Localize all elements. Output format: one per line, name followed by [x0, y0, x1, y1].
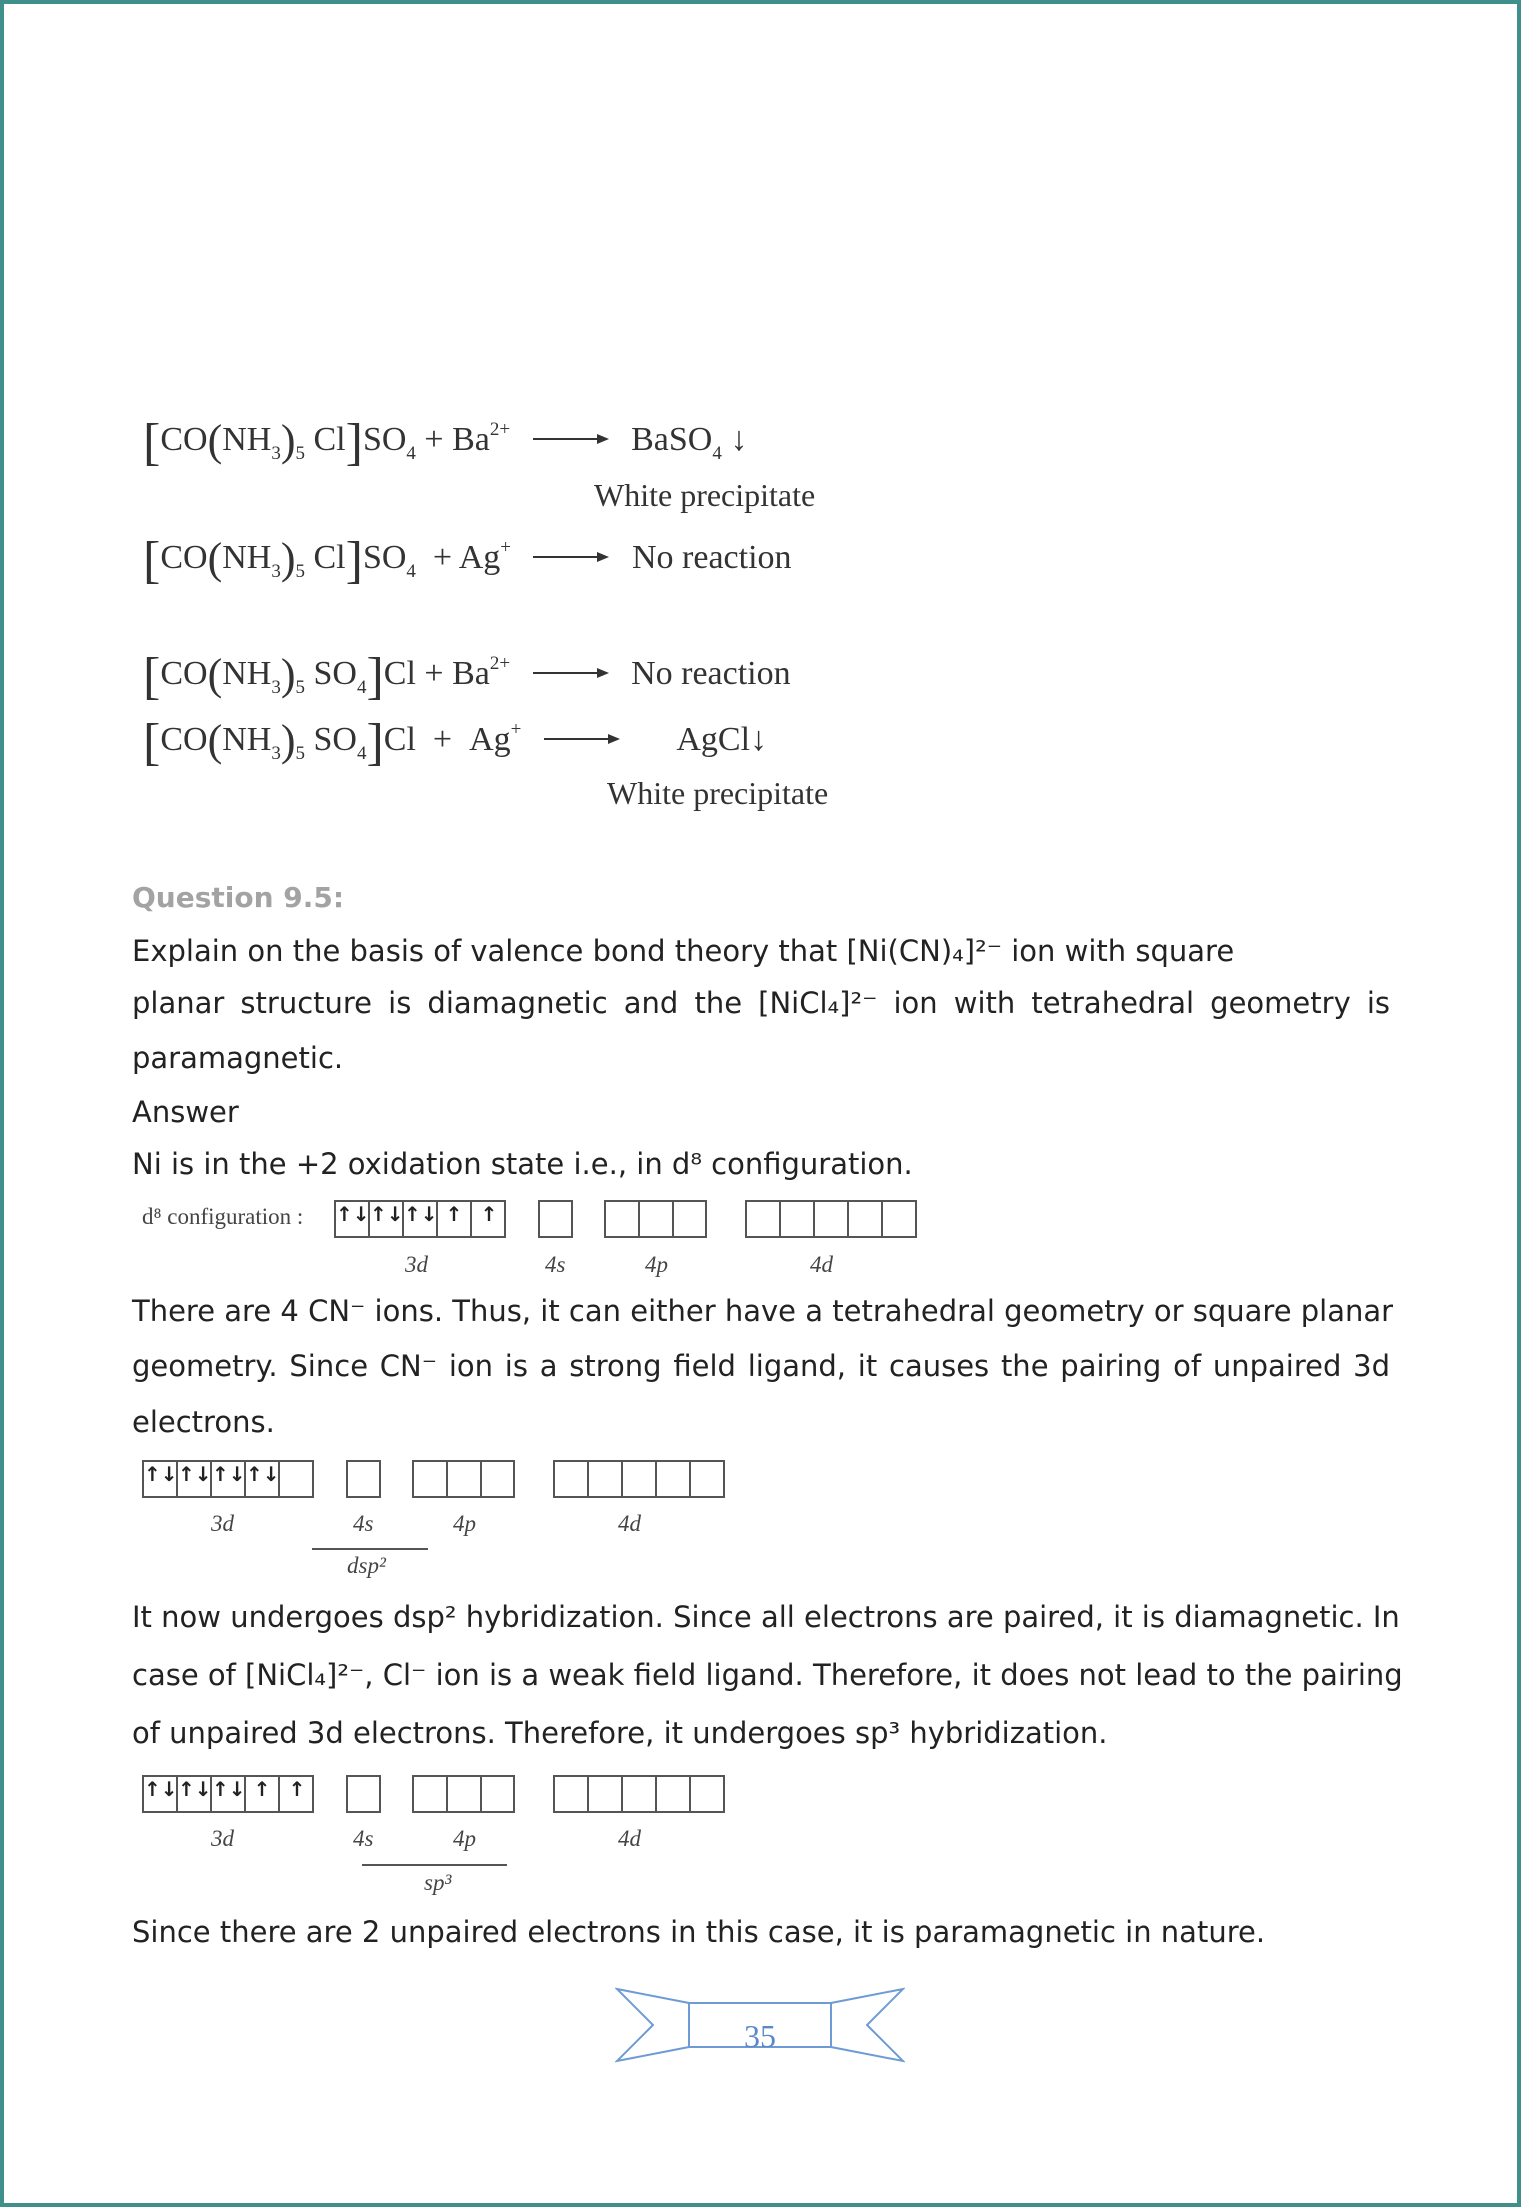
reaction-1: [$CO(NH_3)_5$ $Cl]SO_4 + Ba^{2+}$ BaSO$_4$ ↓	[143, 414, 748, 471]
4s-orbital-box	[346, 1775, 381, 1813]
answer-p2-line-2: geometry. Since CN⁻ ion is a strong field ligand, it causes the pairing of unpaired 3d	[132, 1349, 1390, 1383]
3d-orbital-boxes: ↑↓ ↑↓ ↑↓ ↑ ↑	[334, 1200, 506, 1238]
4s-orbital-box	[346, 1460, 381, 1498]
sp3-brace	[362, 1864, 507, 1866]
question-line-2: planar structure is diamagnetic and the [NiCl₄]²⁻ ion with tetrahedral geometry is	[132, 986, 1390, 1020]
4p-orbital-boxes	[412, 1775, 515, 1813]
answer-p1: Ni is in the +2 oxidation state i.e., in d⁸ configuration.	[132, 1147, 913, 1181]
4s-orbital-box	[538, 1200, 573, 1238]
4d-orbital-boxes	[745, 1200, 917, 1238]
answer-p3-line-1: It now undergoes dsp² hybridization. Since all electrons are paired, it is diamagnetic. In	[132, 1600, 1400, 1634]
reaction-3: [$CO(NH_3)_5$ $SO_4]Cl + Ba^{2+}$ No reaction	[143, 648, 791, 705]
answer-p4: Since there are 2 unpaired electrons in this case, it is paramagnetic in nature.	[132, 1915, 1266, 1949]
question-line-3: paramagnetic.	[132, 1041, 344, 1075]
dsp2-brace	[312, 1548, 428, 1550]
answer-p3-line-2: case of [NiCl₄]²⁻, Cl⁻ ion is a weak field ligand. Therefore, it does not lead to the pairing	[132, 1658, 1403, 1692]
dsp2-label: dsp²	[347, 1553, 386, 1578]
page-number: 35	[744, 2018, 776, 2054]
answer-label: Answer	[132, 1095, 239, 1129]
4d-orbital-boxes	[553, 1775, 725, 1813]
3d-orbital-boxes: ↑↓ ↑↓ ↑↓ ↑ ↑	[142, 1775, 314, 1813]
3d-orbital-boxes: ↑↓ ↑↓ ↑↓ ↑↓	[142, 1460, 314, 1498]
reaction-2: [$CO(NH_3)_5$ $Cl]SO_4 + Ag^+$ No reaction	[143, 532, 792, 589]
4d-orbital-boxes	[553, 1460, 725, 1498]
answer-p2-line-1: There are 4 CN⁻ ions. Thus, it can either have a tetrahedral geometry or square planar	[132, 1294, 1394, 1328]
4p-orbital-boxes	[412, 1460, 515, 1498]
reaction-4: [$CO(NH_3)_5$ $SO_4]Cl + Ag^+$ AgCl↓	[143, 714, 768, 771]
question-line-1: Explain on the basis of valence bond theory that [Ni(CN)₄]²⁻ ion with square	[132, 934, 1235, 968]
answer-p3-line-3: of unpaired 3d electrons. Therefore, it undergoes sp³ hybridization.	[132, 1716, 1108, 1750]
sp3-label: sp³	[424, 1870, 452, 1895]
reaction-1-note: White precipitate	[594, 477, 816, 513]
4p-orbital-boxes	[604, 1200, 707, 1238]
reaction-4-note: White precipitate	[607, 775, 829, 811]
config-label: d⁸ configuration :	[142, 1204, 304, 1229]
question-heading: Question 9.5:	[132, 881, 345, 914]
answer-p2-line-3: electrons.	[132, 1405, 275, 1439]
